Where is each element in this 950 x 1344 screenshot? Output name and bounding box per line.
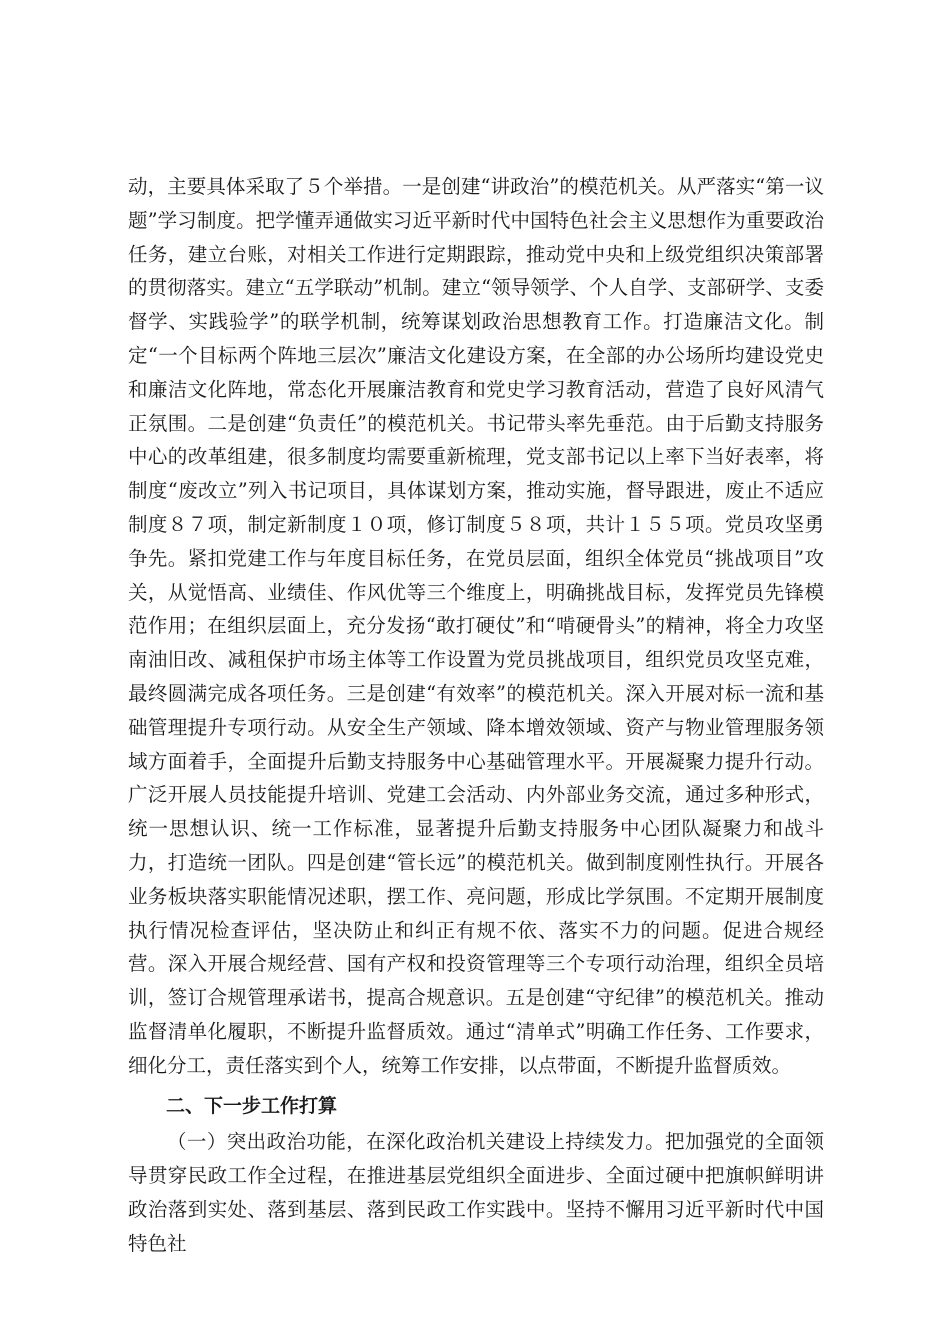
body-paragraph-measures: 动，主要具体采取了５个举措。一是创建“讲政治”的模范机关。从严落实“第一议题”学习制度。把学懂弄通做实习近平新时代中国特色社会主义思想作为重要政治任务，建立台账，对相关工作进行定期跟踪，推动党中央和上级党组织决策部署的贯彻落实。建立“五学联动”机制。建立“领导领学、个人自学、支部研学、支委督学、实践验学”的联学机制，统筹谋划政治思想教育工作。打造廉洁文化。制定“一个目标两个阵地三层次”廉洁文化建设方案，在全部的办公场所均建设党史和廉洁文化阵地，常态化开展廉洁教育和党史学习教育活动，营造了良好风清气正氛围。二是创建“负责任”的模范机关。书记带头率先垂范。由于后勤支持服务中心的改革组建，很多制度均需要重新梳理，党支部书记以上率下当好表率，将制度“废改立”列入书记项目，具体谋划方案，推动实施，督导跟进，废止不适应制度８７项，制定新制度１０项，修订制度５８项，共计１５５项。党员攻坚勇争先。紧扣党建工作与年度目标任务，在党员层面，组织全体党员“挑战项目”攻关，从觉悟高、业绩佳、作风优等三个维度上，明确挑战目标，发挥党员先锋模范作用；在组织层面上，充分发扬“敢打硬仗”和“啃硬骨头”的精神，将全力攻坚南油旧改、减租保护市场主体等工作设置为党员挑战项目，组织党员攻坚克难，最终圆满完成各项任务。三是创建“有效率”的模范机关。深入开展对标一流和基础管理提升专项行动。从安全生产领域、降本增效领域、资产与物业管理服务领域方面着手，全面提升后勤支持服务中心基础管理水平。开展凝聚力提升行动。广泛开展人员技能提升培训、党建工会活动、内外部业务交流，通过多种形式，统一思想认识、统一工作标准，显著提升后勤支持服务中心团队凝聚力和战斗力，打造统一团队。四是创建“管长远”的模范机关。做到制度刚性执行。开展各业务板块落实职能情况述职，摆工作、亮问题，形成比学氛围。不定期开展制度执行情况检查评估，坚决防止和纠正有规不依、落实不力的问题。促进合规经营。深入开展合规经营、国有产权和投资管理等三个专项行动治理，组织全员培训，签订合规管理承诺书，提高合规意识。五是创建“守纪律”的模范机关。推动监督清单化履职，不断提升监督质效。通过“清单式”明确工作任务、工作要求，细化分工，责任落实到个人，统筹工作安排，以点带面，不断提升监督质效。 xyxy=(128,175,824,1077)
body-paragraph-political-function: （一）突出政治功能，在深化政治机关建设上持续发力。把加强党的全面领导贯穿民政工作全过程，在推进基层党组织全面进步、全面过硬中把旗帜鲜明讲政治落到实处、落到基层、落到民政工作实践中。坚持不懈用习近平新时代中国特色社 xyxy=(128,1130,824,1255)
document-body xyxy=(128,170,824,1261)
section-heading-next-steps: 二、下一步工作打算 xyxy=(166,1094,338,1117)
